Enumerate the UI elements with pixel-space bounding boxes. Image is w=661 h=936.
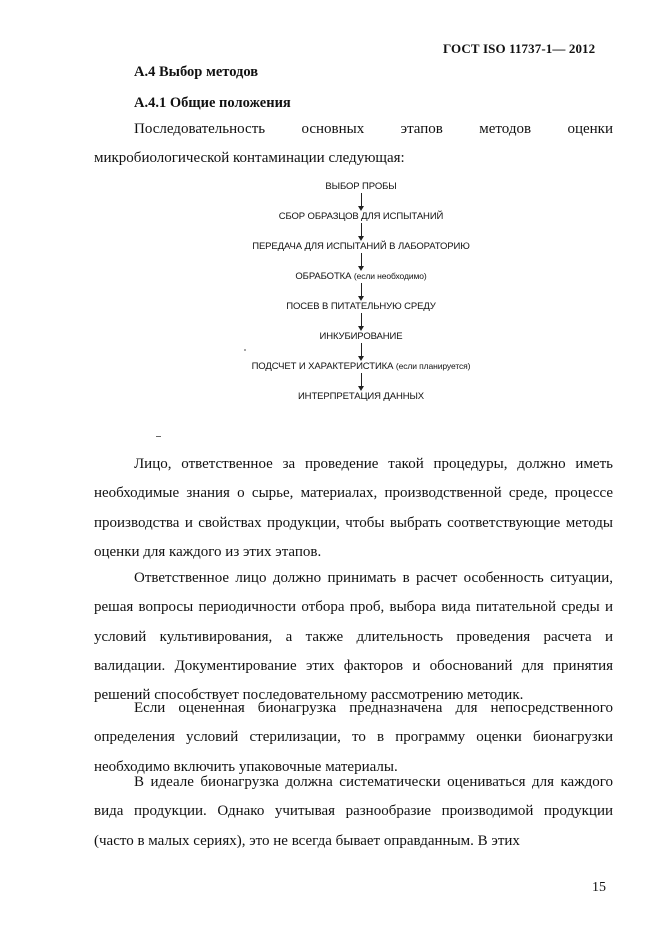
process-flowchart — [245, 181, 477, 402]
paragraph-text: Лицо, ответственное за проведение такой процедуры, должно иметь необходимые знания о сырье, материалах, производственной среде, процессе производства и свойствах продукции, чтобы выбрать соответствующие методы оценки для каждого из этих этапов. — [94, 456, 613, 560]
intro-paragraph — [94, 115, 613, 174]
flow-step-collection — [279, 211, 444, 222]
flow-step-label: ОБРАБОТКА — [295, 271, 354, 282]
flow-arrow-down-icon — [357, 192, 365, 211]
paragraph-1 — [94, 450, 613, 567]
flow-arrow-down-icon — [357, 342, 365, 361]
flow-step-transfer — [252, 241, 470, 252]
standard-header: ГОСТ ISO 11737-1— 2012 — [443, 41, 596, 56]
flow-step-label: ПОСЕВ В ПИТАТЕЛЬНУЮ СРЕДУ — [286, 301, 436, 312]
flow-step-counting — [252, 361, 471, 372]
paragraph-text: В идеале бионагрузка должна систематически оцениваться для каждого вида продукции. Однако учитывая разнообразие производимой продукции (часто в малых сериях), это не всегда бывает оправданным. В этих — [94, 774, 613, 849]
subsection-heading: А.4.1 Общие положения — [134, 95, 291, 111]
paragraph-text: Если оцененная бионагрузка предназначена для непосредственного определения условий стерилизации, то в программу оценки бионагрузки необходимо включить упаковочные материалы. — [94, 700, 613, 775]
flow-arrow-down-icon — [357, 372, 365, 391]
flow-step-label: ВЫБОР ПРОБЫ — [325, 181, 397, 192]
flow-step-note: (если необходимо) — [353, 271, 427, 281]
flow-step-note: (если планируется) — [395, 361, 471, 371]
page-number: 15 — [592, 880, 606, 895]
flow-arrow-down-icon — [357, 252, 365, 271]
flow-arrow-down-icon — [357, 222, 365, 241]
paragraph-text: Ответственное лицо должно принимать в расчет особенность ситуации, решая вопросы периодичности отбора проб, выбора вида питательной среды и условий культивирования, а также длительность проведения расчета и валидации. Документирование этих факторов и обоснований для принятия решений способствует последовательному рассмотрению методик. — [94, 570, 613, 704]
flow-step-label: ИНКУБИРОВАНИЕ — [319, 331, 403, 342]
paragraph-2 — [94, 564, 613, 710]
flow-step-interpretation — [298, 391, 424, 402]
flow-step-incubation — [319, 331, 402, 342]
flow-step-inoculation — [286, 301, 435, 312]
flow-step-sample-selection — [325, 181, 396, 192]
flow-step-label: ПОДСЧЕТ И ХАРАКТЕРИСТИКА — [251, 361, 396, 372]
scan-speck — [244, 349, 246, 351]
flow-step-label: СБОР ОБРАЗЦОВ ДЛЯ ИСПЫТАНИЙ — [278, 211, 444, 222]
intro-text: Последовательность основных этапов методов оценки микробиологической контаминации следующая: — [94, 121, 613, 167]
flow-arrow-down-icon — [357, 312, 365, 331]
flow-arrow-down-icon — [357, 282, 365, 301]
scan-dash-mark — [156, 436, 161, 437]
paragraph-4 — [94, 768, 613, 856]
flow-step-processing — [295, 271, 426, 282]
flow-step-label: ИНТЕРПРЕТАЦИЯ ДАННЫХ — [297, 391, 425, 402]
section-heading: А.4 Выбор методов — [134, 64, 259, 80]
flow-step-label: ПЕРЕДАЧА ДЛЯ ИСПЫТАНИЙ В ЛАБОРАТОРИЮ — [252, 241, 470, 252]
